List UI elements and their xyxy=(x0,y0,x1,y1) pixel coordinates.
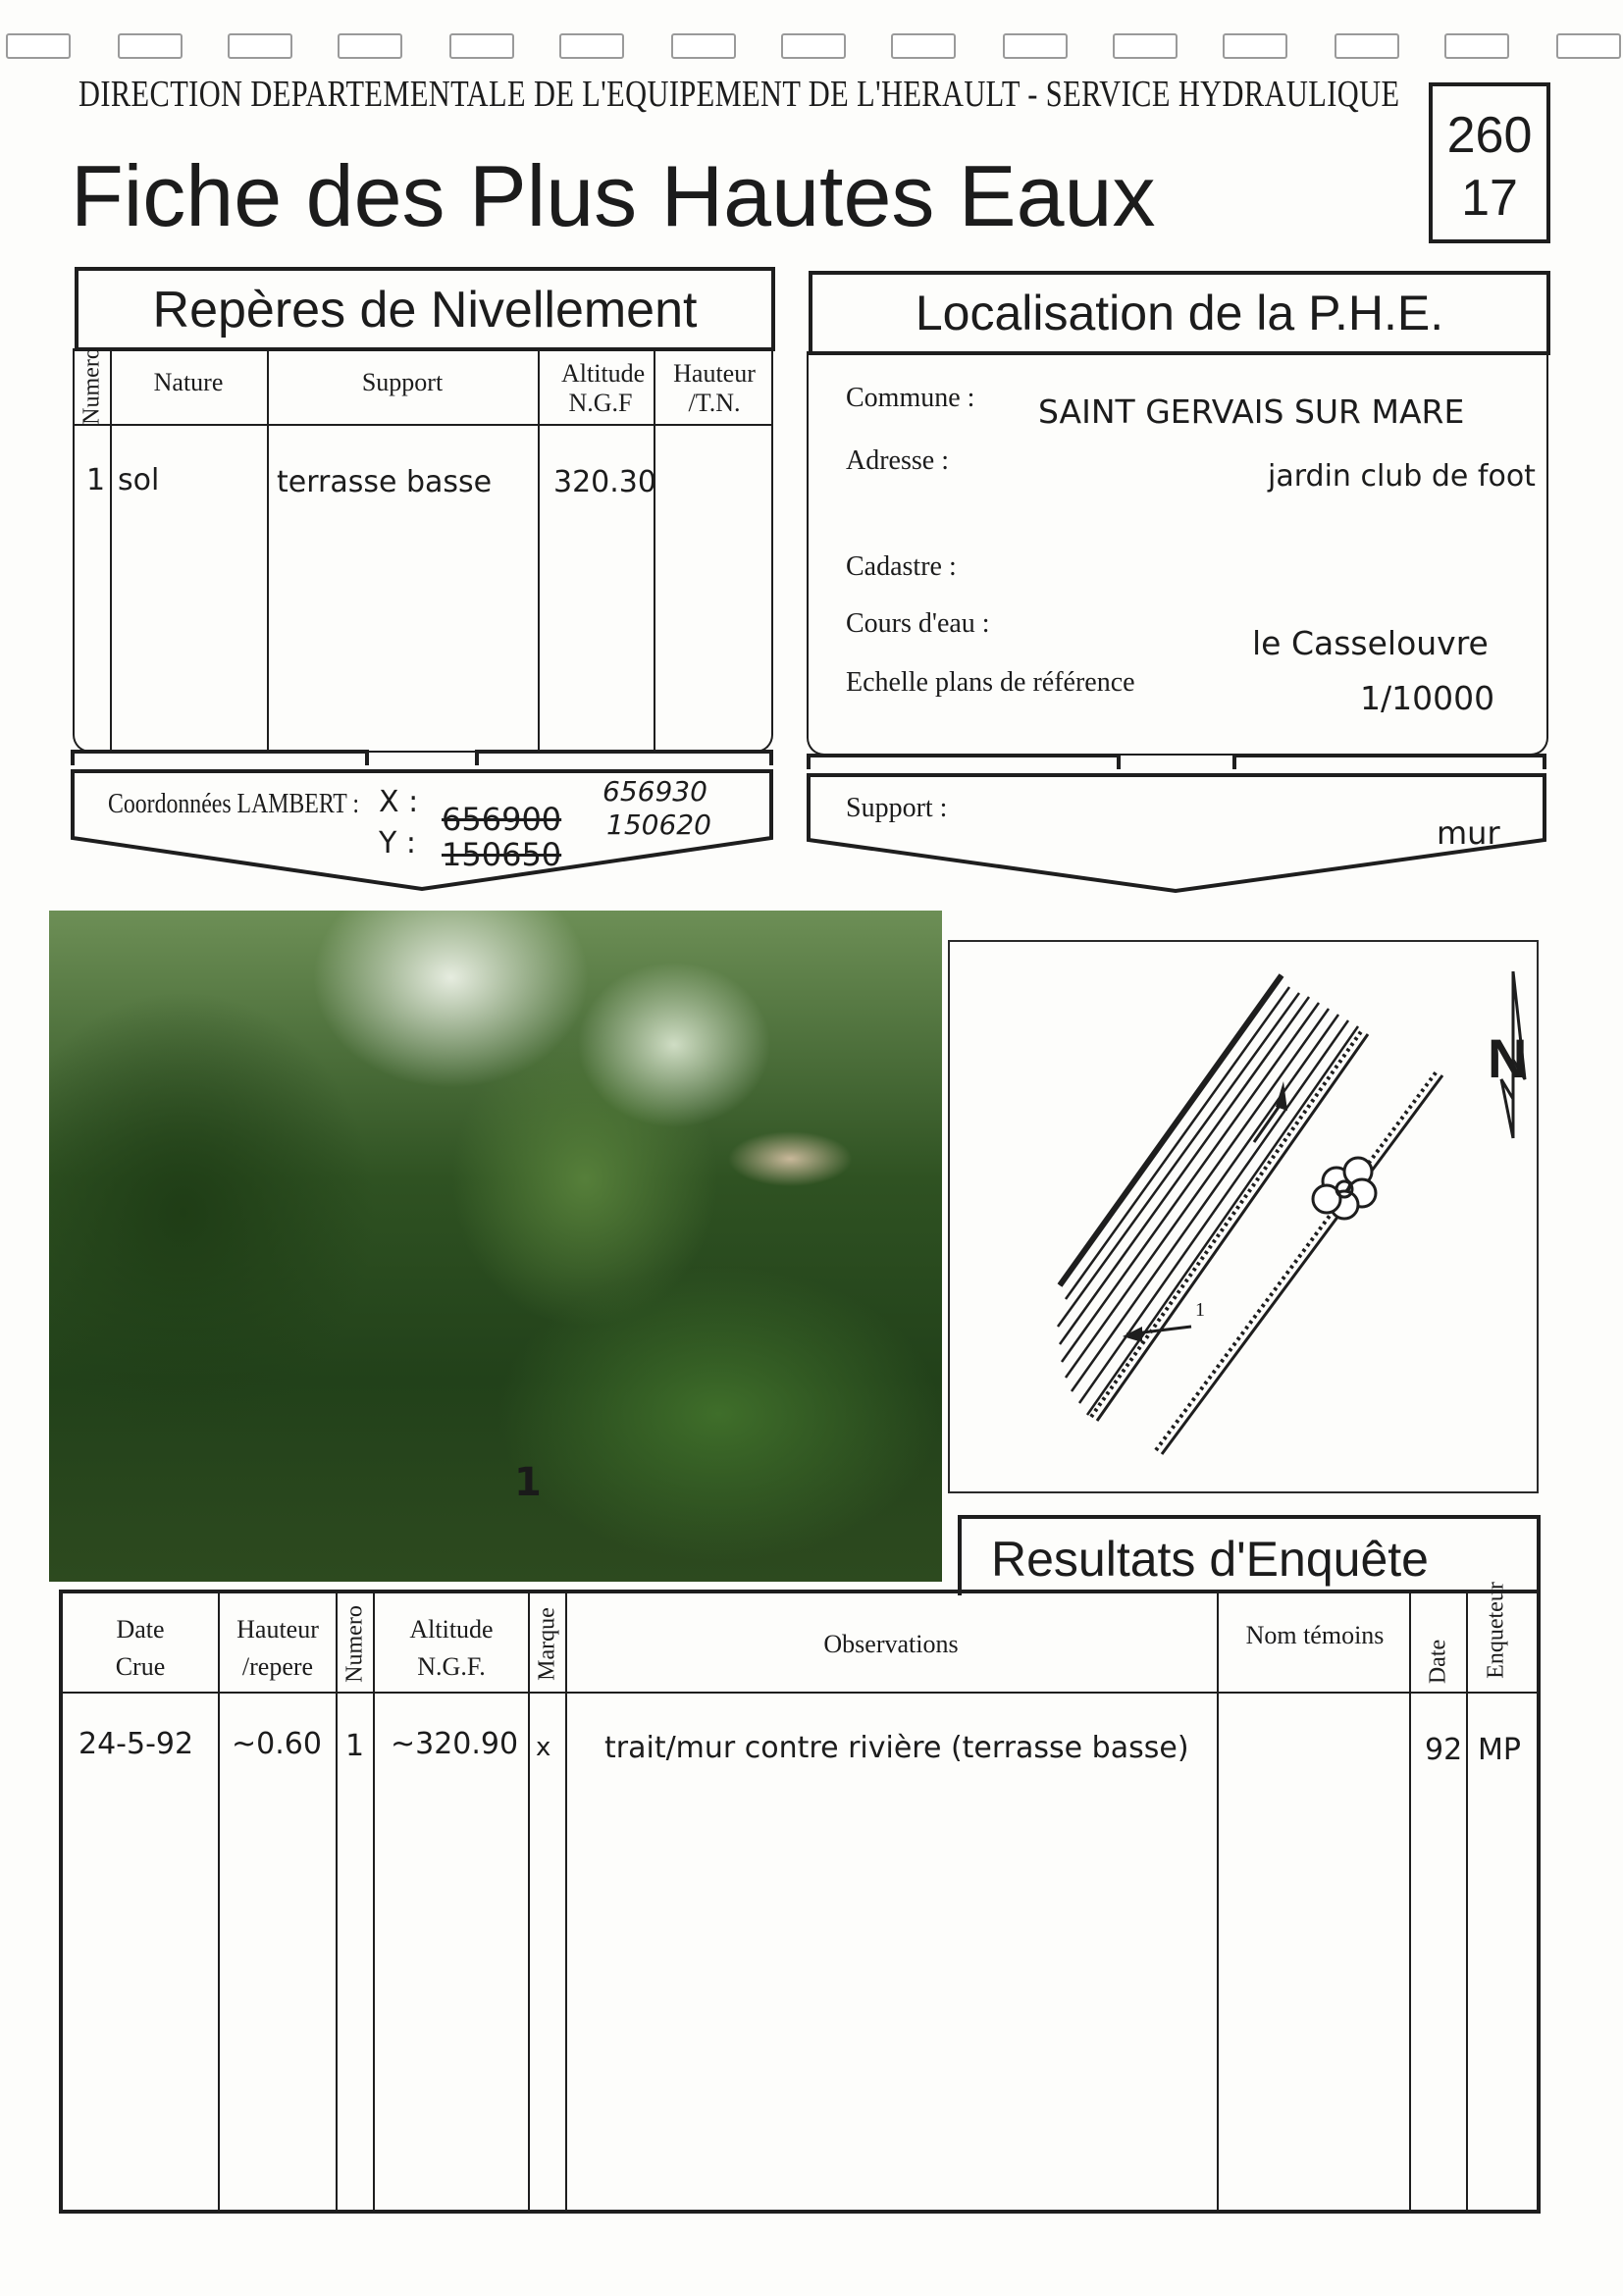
col-temoins: Nom témoins xyxy=(1245,1621,1385,1649)
support-value: mur xyxy=(1437,814,1500,852)
site-photo xyxy=(49,911,942,1582)
res-date: 92 xyxy=(1425,1733,1463,1767)
north-arrow-icon xyxy=(1488,1026,1527,1090)
lambert-x-old: 656900 xyxy=(442,801,562,838)
col-observations: Observations xyxy=(823,1630,959,1658)
res-marque: x xyxy=(536,1733,551,1762)
lambert-x-new: 656930 xyxy=(602,775,707,808)
localisation-title: Localisation de la P.H.E. xyxy=(915,286,1444,340)
col-marque: Marque xyxy=(534,1607,560,1681)
lambert-y-label: Y : xyxy=(379,826,416,861)
res-date-crue: 24-5-92 xyxy=(79,1727,194,1761)
plan-sketch xyxy=(948,940,1539,1493)
cadastre-label: Cadastre : xyxy=(846,551,957,582)
reference-box xyxy=(1429,82,1550,243)
col-hauteur-repere: Hauteur /repere xyxy=(236,1615,319,1681)
echelle-value: 1/10000 xyxy=(1360,679,1495,717)
res-numero: 1 xyxy=(345,1729,365,1763)
col-altitude: Altitude N.G.F xyxy=(561,359,646,417)
photo-marker: 1 xyxy=(514,1460,542,1505)
col-hauteur: Hauteur /T.N. xyxy=(673,359,756,417)
lambert-x-label: X : xyxy=(379,785,419,819)
lambert-y-new: 150620 xyxy=(606,809,711,841)
col-numero: Numero xyxy=(79,347,105,425)
localisation-title-box xyxy=(809,271,1550,355)
adresse-value: jardin club de foot xyxy=(1268,459,1536,494)
col-date-crue: Date Crue xyxy=(115,1615,166,1681)
reperes-title-box xyxy=(75,267,775,351)
resultats-title: Resultats d'Enquête xyxy=(991,1532,1429,1587)
res-enqueteur: MP xyxy=(1478,1733,1521,1767)
plan-marker: 1 xyxy=(1195,1299,1205,1321)
cours-label: Cours d'eau : xyxy=(846,608,990,639)
repere-nature: sol xyxy=(118,463,160,497)
commune-label: Commune : xyxy=(846,383,975,413)
res-altitude: ~320.90 xyxy=(391,1727,519,1761)
col-support: Support xyxy=(361,368,444,396)
repere-support: terrasse basse xyxy=(277,465,493,499)
org-line: DIRECTION DEPARTEMENTALE DE L'EQUIPEMENT DE L'HERAULT - SERVICE HYDRAULIQUE xyxy=(79,74,1400,115)
cours-value: le Casselouvre xyxy=(1252,624,1489,662)
echelle-label: Echelle plans de référence xyxy=(846,667,1135,698)
col-enqueteur: Enqueteur xyxy=(1483,1582,1509,1679)
res-hauteur: ~0.60 xyxy=(232,1727,322,1761)
repere-numero: 1 xyxy=(86,463,106,497)
reperes-title: Repères de Nivellement xyxy=(152,282,698,339)
north-label: N xyxy=(1488,1027,1528,1089)
col-date: Date xyxy=(1425,1639,1451,1685)
adresse-label: Adresse : xyxy=(846,445,949,476)
col-numero-res: Numero xyxy=(341,1605,368,1683)
commune-value: SAINT GERVAIS SUR MARE xyxy=(1038,392,1465,431)
res-observations: trait/mur contre rivière (terrasse basse) xyxy=(604,1731,1189,1765)
repere-altitude: 320.30 xyxy=(553,465,656,499)
col-altitude-res: Altitude N.G.F. xyxy=(409,1615,494,1681)
support-label: Support : xyxy=(846,793,948,823)
page-title: Fiche des Plus Hautes Eaux xyxy=(71,147,1156,244)
col-nature: Nature xyxy=(153,368,224,396)
lambert-label: Coordonnées LAMBERT : xyxy=(108,789,359,819)
resultats-title-tab xyxy=(958,1515,1541,1595)
reference-top: 260 xyxy=(1446,107,1533,164)
lambert-y-old: 150650 xyxy=(442,836,562,873)
reference-bottom: 17 xyxy=(1461,170,1518,227)
